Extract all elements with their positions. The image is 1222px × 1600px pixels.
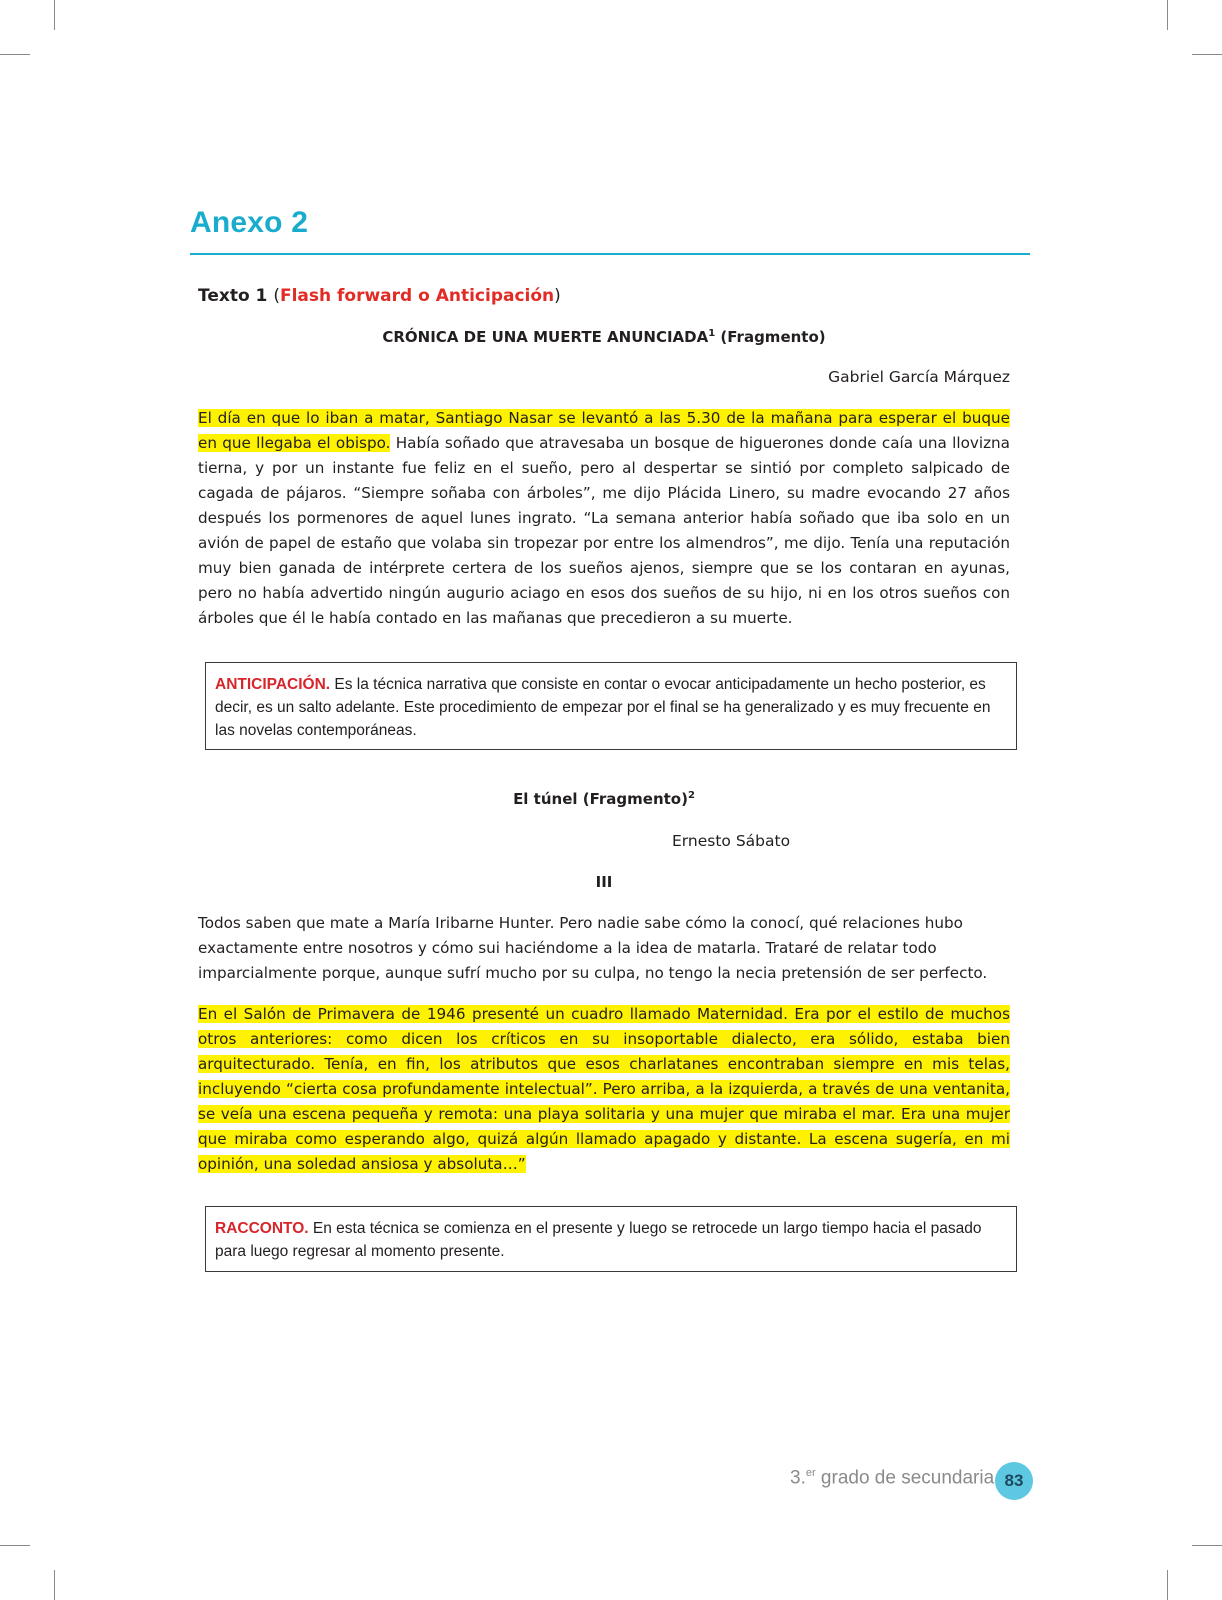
text2-paragraph-2 [198,1002,1010,1177]
work-title-suffix: (Fragmento) [715,328,826,346]
text2-work-title [198,790,1010,808]
highlighted-text: El día en que lo iban a matar, Santiago Nasar se levantó a las 5.30 de la mañana para esperar el buque en que llegaba el obispo. [198,409,1010,452]
text1-heading: Texto 1 (Flash forward o Anticipación) [198,286,561,306]
definition-text: Es la técnica narrativa que consiste en contar o evocar anticipadamente un hecho posterior, es decir, es un salto adelante. Este procedimiento de empezar por el final se ha generalizado y es muy frecuente en las novelas contemporáneas. [215,676,991,739]
crop-mark [1192,54,1222,55]
paragraph-body: Había soñado que atravesaba un bosque de higuerones donde caía una llovizna tierna, y por un instante fue feliz en el sueño, pero al despertar se sintió por completo salpicado de cagada de pájaros. “Siempre soñaba con árboles”, me dijo Plácida Linero, su madre evocando 27 años después los pormenores de aquel lunes ingrato. “La semana anterior había soñado que iba solo en un avión de papel de estaño que volaba sin tropezar por entre los almendros”, me dijo. Tenía una reputación muy bien ganada de intérprete certera de los sueños ajenos, siempre que se los contaran en ayunas, pero no había advertido ningún augurio aciago en esos dos sueños de su hijo, ni en los otros sueños con árboles que él le había contado en las mañanas que precedieron a su muerte. [198,434,1010,627]
text2-paragraph-1: Todos saben que mate a María Iribarne Hunter. Pero nadie sabe cómo la conocí, qué relaciones hubo exactamente entre nosotros y cómo sui haciéndome a la idea de matarla. Trataré de relatar todo imparcialmente porque, aunque sufrí mucho por su culpa, no tengo la necia pretensión de ser perfecto. [198,914,988,982]
footnote-marker: 1 [708,328,716,339]
racconto-definition-box [205,1206,1017,1272]
annex-title: Anexo 2 [190,206,309,239]
crop-mark [0,1545,30,1546]
title-divider [190,253,1030,255]
highlighted-text: En el Salón de Primavera de 1946 presenté un cuadro llamado Maternidad. Era por el estilo de muchos otros anteriores: como dicen los críticos en su insoportable dialecto, era sólido, estaba bien arquitecturado. Tenía, en fin, los atributos que esos charlatanes encontraban siempre en mis telas, incluyendo “cierta cosa profundamente intelectual”. Pero arriba, a la izquierda, a través de una ventanita, se veía una escena pequeña y remota: una playa solitaria y una mujer que miraba el mar. Era una mujer que miraba como esperando algo, quizá algún llamado apagado y distante. La escena sugería, en mi opinión, una soledad ansiosa y absoluta…” [198,1005,1010,1173]
footer-grade [790,1467,994,1489]
work-title-text: CRÓNICA DE UNA MUERTE ANUNCIADA [382,328,709,346]
crop-mark [54,1570,55,1600]
text1-paragraph [198,406,1010,631]
definition-term: ANTICIPACIÓN. [215,676,331,693]
grade-sup: er [805,1467,816,1479]
footnote-marker: 2 [687,790,695,801]
page-number-badge: 83 [995,1462,1033,1500]
grade-prefix: 3. [790,1467,806,1489]
definition-text: En esta técnica se comienza en el presente y luego se retrocede un largo tiempo hacia el pasado para luego regresar al momento presente. [215,1220,982,1260]
crop-mark [1192,1545,1222,1546]
work-title-text: El túnel (Fragmento) [513,790,688,808]
crop-mark [1167,0,1168,30]
crop-mark [0,54,30,55]
text2-author: Ernesto Sábato [672,832,791,850]
text1-work-title [198,328,1010,346]
anticipacion-definition-box [205,662,1017,750]
crop-mark [54,0,55,30]
crop-mark [1167,1570,1168,1600]
definition-term: RACCONTO. [215,1220,309,1237]
chapter-number: III [595,873,613,891]
text1-label: Texto 1 [198,286,268,306]
grade-text: grado de secundaria [815,1467,995,1489]
text1-technique: Flash forward o Anticipación [279,286,555,306]
text1-author: Gabriel García Márquez [828,368,1010,386]
